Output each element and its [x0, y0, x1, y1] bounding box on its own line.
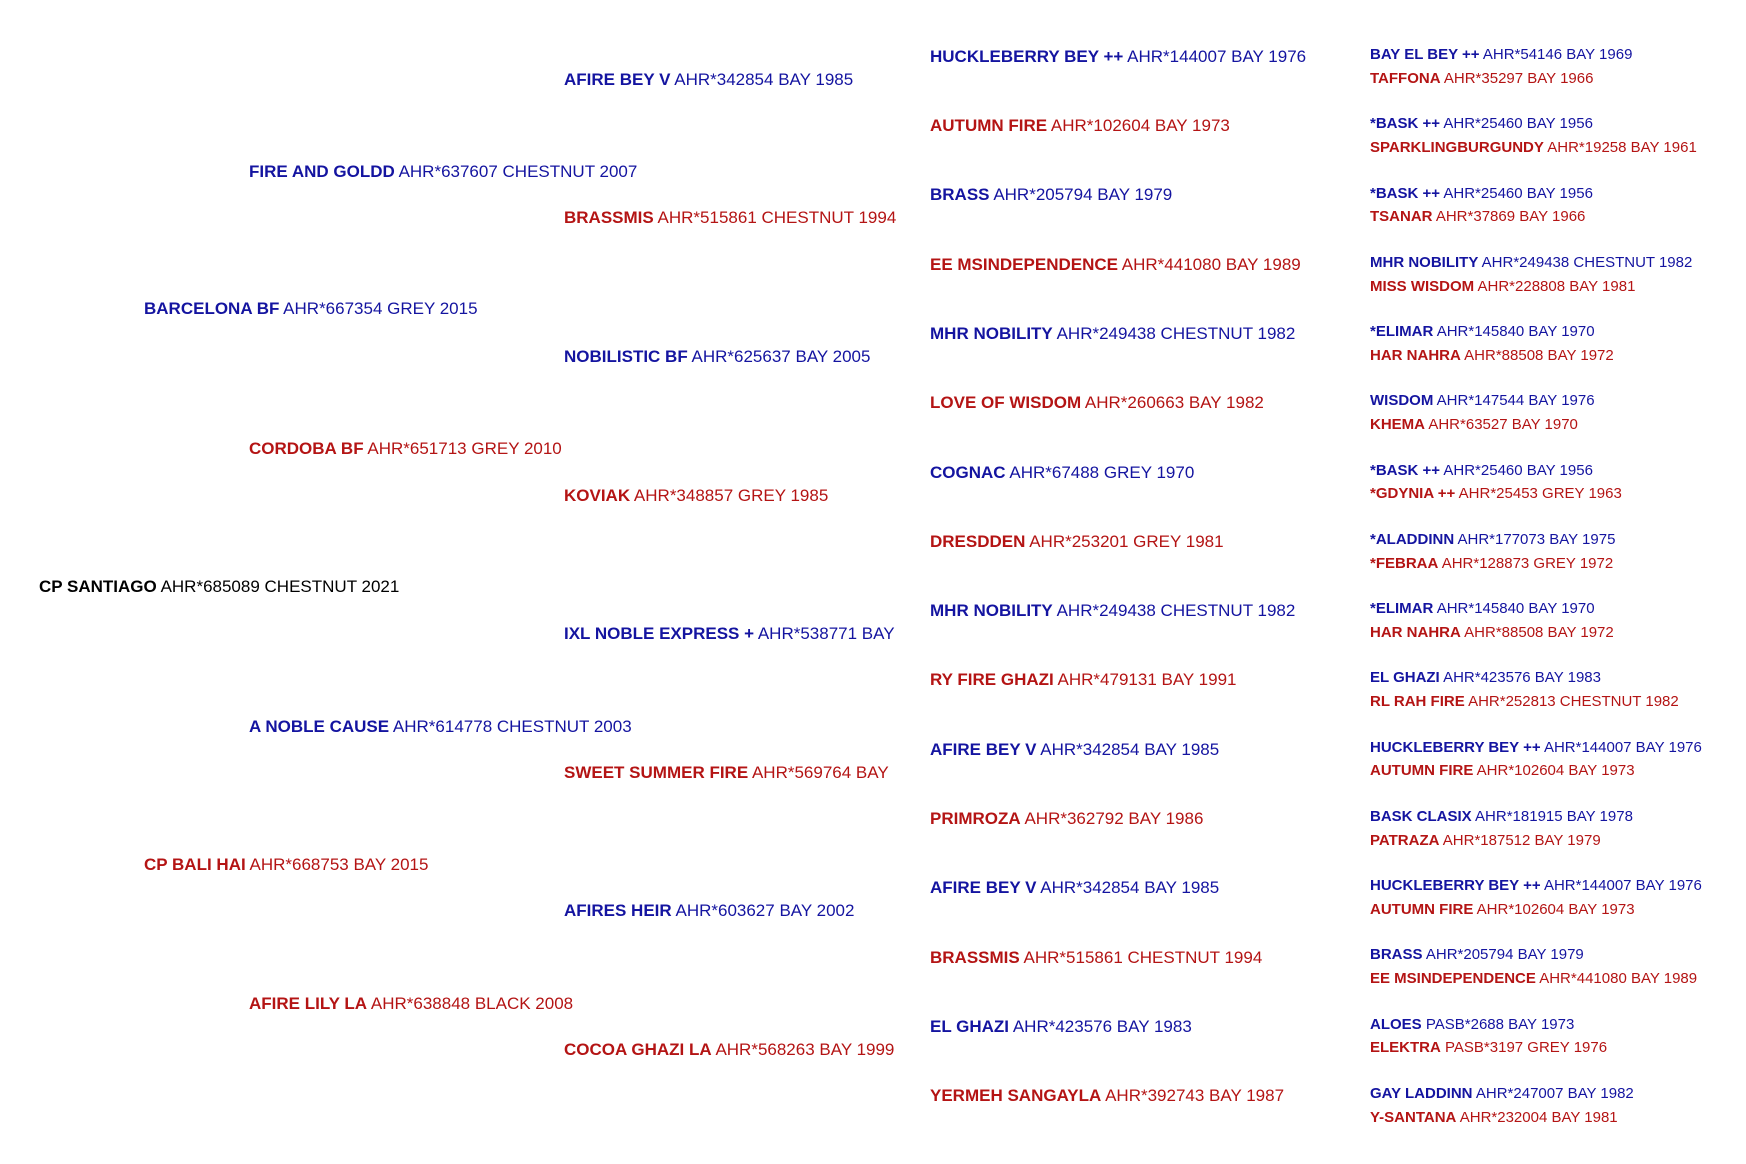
horse-name: MHR NOBILITY [930, 601, 1053, 620]
gen5-horse [1370, 393, 1595, 408]
subject-horse [39, 578, 399, 595]
horse-registration: AHR*260663 BAY 1982 [1084, 393, 1264, 412]
horse-name: HUCKLEBERRY BEY ++ [930, 47, 1124, 66]
horse-name: CP BALI HAI [144, 855, 246, 874]
horse-registration: AHR*423576 BAY 1983 [1012, 1017, 1192, 1036]
gen5-horse [1370, 740, 1702, 755]
gen5-horse [1370, 902, 1635, 917]
horse-registration: AHR*232004 BAY 1981 [1459, 1109, 1618, 1126]
horse-name: AFIRE BEY V [930, 878, 1037, 897]
horse-name: GAY LADDINN [1370, 1085, 1473, 1102]
horse-name: RY FIRE GHAZI [930, 670, 1054, 689]
horse-registration: AHR*54146 BAY 1969 [1482, 46, 1633, 63]
horse-name: HAR NAHRA [1370, 624, 1461, 641]
horse-name: *BASK ++ [1370, 115, 1441, 132]
gen5-horse [1370, 694, 1679, 709]
horse-name: SWEET SUMMER FIRE [564, 763, 749, 782]
gen5-horse [1370, 1110, 1618, 1125]
horse-name: AUTUMN FIRE [1370, 901, 1474, 918]
gen4-horse [930, 810, 1203, 827]
horse-name: IXL NOBLE EXPRESS + [564, 624, 755, 643]
horse-name: BRASSMIS [930, 948, 1020, 967]
maternal-granddam [249, 995, 573, 1012]
horse-name: ALOES [1370, 1016, 1422, 1033]
horse-registration: AHR*342854 BAY 1985 [674, 70, 854, 89]
gen3-horse [564, 348, 870, 365]
horse-registration: AHR*88508 BAY 1972 [1464, 347, 1614, 364]
horse-registration: AHR*441080 BAY 1989 [1539, 970, 1698, 987]
horse-registration: AHR*252813 CHESTNUT 1982 [1468, 693, 1679, 710]
horse-registration: AHR*187512 BAY 1979 [1442, 832, 1601, 849]
horse-registration: AHR*515861 CHESTNUT 1994 [657, 208, 897, 227]
horse-name: DRESDDEN [930, 532, 1026, 551]
gen5-horse [1370, 71, 1593, 86]
horse-name: COCOA GHAZI LA [564, 1040, 712, 1059]
horse-name: LOVE OF WISDOM [930, 393, 1082, 412]
horse-registration: AHR*144007 BAY 1976 [1543, 877, 1702, 894]
horse-name: TSANAR [1370, 208, 1433, 225]
gen5-horse [1370, 971, 1697, 986]
gen5-horse [1370, 486, 1622, 501]
horse-registration: AHR*144007 BAY 1976 [1127, 47, 1307, 66]
horse-name: *FEBRAA [1370, 555, 1439, 572]
horse-registration: AHR*181915 BAY 1978 [1475, 808, 1633, 825]
gen5-horse [1370, 763, 1635, 778]
gen4-horse [930, 1087, 1284, 1104]
horse-registration: AHR*625637 BAY 2005 [691, 347, 871, 366]
horse-name: CP SANTIAGO [39, 577, 157, 596]
horse-name: AFIRE LILY LA [249, 994, 368, 1013]
horse-registration: AHR*441080 BAY 1989 [1121, 255, 1301, 274]
gen5-horse [1370, 670, 1601, 685]
horse-registration: AHR*35297 BAY 1966 [1443, 70, 1594, 87]
gen5-horse [1370, 556, 1613, 571]
gen4-horse [930, 117, 1230, 134]
horse-registration: AHR*25460 BAY 1956 [1443, 185, 1593, 202]
horse-name: TAFFONA [1370, 70, 1441, 87]
gen4-horse [930, 394, 1264, 411]
gen5-horse [1370, 532, 1615, 547]
gen5-horse [1370, 348, 1614, 363]
horse-name: AFIRES HEIR [564, 901, 672, 920]
horse-registration: AHR*102604 BAY 1973 [1050, 116, 1230, 135]
horse-registration: AHR*102604 BAY 1973 [1476, 762, 1635, 779]
horse-registration: AHR*102604 BAY 1973 [1476, 901, 1635, 918]
gen5-horse [1370, 1040, 1607, 1055]
horse-name: *ALADDINN [1370, 531, 1455, 548]
gen5-horse [1370, 47, 1632, 62]
horse-name: BRASS [930, 185, 990, 204]
horse-registration: AHR*479131 BAY 1991 [1057, 670, 1237, 689]
horse-registration: AHR*668753 BAY 2015 [249, 855, 429, 874]
horse-name: PATRAZA [1370, 832, 1440, 849]
horse-registration: AHR*685089 CHESTNUT 2021 [160, 577, 400, 596]
gen5-horse [1370, 809, 1633, 824]
horse-name: NOBILISTIC BF [564, 347, 688, 366]
gen3-horse [564, 487, 828, 504]
gen4-horse [930, 464, 1194, 481]
horse-name: *ELIMAR [1370, 323, 1434, 340]
horse-name: *ELIMAR [1370, 600, 1434, 617]
horse-name: PRIMROZA [930, 809, 1021, 828]
horse-registration: AHR*145840 BAY 1970 [1436, 323, 1595, 340]
gen4-horse [930, 186, 1172, 203]
horse-name: BASK CLASIX [1370, 808, 1472, 825]
horse-registration: AHR*392743 BAY 1987 [1105, 1086, 1285, 1105]
horse-registration: AHR*569764 BAY [751, 763, 889, 782]
horse-name: EL GHAZI [1370, 669, 1440, 686]
horse-registration: AHR*538771 BAY [757, 624, 895, 643]
horse-registration: AHR*177073 BAY 1975 [1457, 531, 1616, 548]
horse-name: AUTUMN FIRE [930, 116, 1048, 135]
paternal-granddam [249, 440, 562, 457]
horse-registration: AHR*67488 GREY 1970 [1009, 463, 1195, 482]
gen5-horse [1370, 1017, 1574, 1032]
horse-registration: AHR*362792 BAY 1986 [1024, 809, 1204, 828]
horse-name: AFIRE BEY V [564, 70, 671, 89]
paternal-grandsire [249, 163, 637, 180]
gen5-horse [1370, 878, 1702, 893]
gen3-horse [564, 902, 854, 919]
gen5-horse [1370, 601, 1595, 616]
horse-name: KOVIAK [564, 486, 631, 505]
gen4-horse [930, 533, 1224, 550]
horse-registration: AHR*25460 BAY 1956 [1443, 462, 1593, 479]
horse-registration: AHR*667354 GREY 2015 [283, 299, 478, 318]
horse-registration: AHR*637607 CHESTNUT 2007 [398, 162, 638, 181]
maternal-grandsire [249, 718, 632, 735]
horse-registration: AHR*515861 CHESTNUT 1994 [1023, 948, 1263, 967]
horse-name: EE MSINDEPENDENCE [1370, 970, 1536, 987]
horse-registration: AHR*249438 CHESTNUT 1982 [1056, 324, 1296, 343]
horse-registration: AHR*63527 BAY 1970 [1428, 416, 1578, 433]
horse-registration: AHR*342854 BAY 1985 [1040, 740, 1220, 759]
horse-name: FIRE AND GOLDD [249, 162, 395, 181]
horse-name: HAR NAHRA [1370, 347, 1461, 364]
horse-registration: AHR*37869 BAY 1966 [1435, 208, 1586, 225]
horse-name: HUCKLEBERRY BEY ++ [1370, 877, 1541, 894]
gen5-horse [1370, 255, 1692, 270]
horse-registration: AHR*247007 BAY 1982 [1475, 1085, 1634, 1102]
horse-name: AFIRE BEY V [930, 740, 1037, 759]
horse-name: HUCKLEBERRY BEY ++ [1370, 739, 1541, 756]
gen5-horse [1370, 140, 1697, 155]
gen3-horse [564, 764, 889, 781]
gen4-horse [930, 48, 1306, 65]
horse-registration: AHR*205794 BAY 1979 [993, 185, 1173, 204]
gen5-horse [1370, 463, 1593, 478]
gen4-horse [930, 256, 1301, 273]
dam [144, 856, 428, 873]
horse-name: EE MSINDEPENDENCE [930, 255, 1118, 274]
horse-name: COGNAC [930, 463, 1006, 482]
horse-name: A NOBLE CAUSE [249, 717, 390, 736]
horse-registration: PASB*3197 GREY 1976 [1445, 1039, 1608, 1056]
gen3-horse [564, 1041, 894, 1058]
horse-name: BRASSMIS [564, 208, 654, 227]
gen3-horse [564, 625, 895, 642]
gen4-horse [930, 1018, 1192, 1035]
gen4-horse [930, 949, 1262, 966]
horse-name: RL RAH FIRE [1370, 693, 1465, 710]
gen5-horse [1370, 625, 1614, 640]
gen3-horse [564, 209, 896, 226]
horse-registration: AHR*88508 BAY 1972 [1464, 624, 1614, 641]
horse-registration: PASB*2688 BAY 1973 [1425, 1016, 1575, 1033]
horse-name: Y-SANTANA [1370, 1109, 1457, 1126]
horse-registration: AHR*348857 GREY 1985 [633, 486, 829, 505]
horse-name: *BASK ++ [1370, 462, 1441, 479]
gen5-horse [1370, 417, 1578, 432]
gen5-horse [1370, 116, 1593, 131]
horse-name: MHR NOBILITY [1370, 254, 1479, 271]
horse-registration: AHR*205794 BAY 1979 [1425, 946, 1584, 963]
gen5-horse [1370, 186, 1593, 201]
horse-name: CORDOBA BF [249, 439, 364, 458]
gen5-horse [1370, 947, 1584, 962]
horse-registration: AHR*614778 CHESTNUT 2003 [392, 717, 632, 736]
gen5-horse [1370, 833, 1601, 848]
gen5-horse [1370, 1086, 1634, 1101]
horse-registration: AHR*423576 BAY 1983 [1443, 669, 1601, 686]
gen3-horse [564, 71, 853, 88]
gen4-horse [930, 879, 1219, 896]
horse-name: MHR NOBILITY [930, 324, 1053, 343]
gen5-horse [1370, 324, 1595, 339]
horse-registration: AHR*253201 GREY 1981 [1029, 532, 1224, 551]
horse-registration: AHR*25460 BAY 1956 [1443, 115, 1593, 132]
horse-name: BARCELONA BF [144, 299, 280, 318]
horse-registration: AHR*651713 GREY 2010 [367, 439, 562, 458]
horse-name: ELEKTRA [1370, 1039, 1441, 1056]
horse-registration: AHR*147544 BAY 1976 [1436, 392, 1595, 409]
horse-registration: AHR*249438 CHESTNUT 1982 [1056, 601, 1296, 620]
horse-name: BRASS [1370, 946, 1423, 963]
horse-name: *GDYNIA ++ [1370, 485, 1456, 502]
horse-name: KHEMA [1370, 416, 1425, 433]
horse-registration: AHR*638848 BLACK 2008 [370, 994, 574, 1013]
horse-registration: AHR*128873 GREY 1972 [1441, 555, 1614, 572]
gen4-horse [930, 741, 1219, 758]
horse-registration: AHR*568263 BAY 1999 [715, 1040, 895, 1059]
gen5-horse [1370, 209, 1585, 224]
horse-name: YERMEH SANGAYLA [930, 1086, 1102, 1105]
horse-registration: AHR*249438 CHESTNUT 1982 [1481, 254, 1693, 271]
gen5-horse [1370, 279, 1635, 294]
horse-registration: AHR*228808 BAY 1981 [1477, 278, 1636, 295]
horse-registration: AHR*342854 BAY 1985 [1040, 878, 1220, 897]
horse-registration: AHR*144007 BAY 1976 [1543, 739, 1702, 756]
sire [144, 300, 478, 317]
horse-name: BAY EL BEY ++ [1370, 46, 1480, 63]
horse-registration: AHR*19258 BAY 1961 [1547, 139, 1697, 156]
horse-name: *BASK ++ [1370, 185, 1441, 202]
horse-name: SPARKLINGBURGUNDY [1370, 139, 1544, 156]
horse-name: MISS WISDOM [1370, 278, 1475, 295]
horse-registration: AHR*25453 GREY 1963 [1458, 485, 1622, 502]
horse-name: EL GHAZI [930, 1017, 1010, 1036]
gen4-horse [930, 325, 1295, 342]
gen4-horse [930, 602, 1295, 619]
horse-name: WISDOM [1370, 392, 1434, 409]
horse-registration: AHR*603627 BAY 2002 [675, 901, 855, 920]
horse-name: AUTUMN FIRE [1370, 762, 1474, 779]
gen4-horse [930, 671, 1236, 688]
horse-registration: AHR*145840 BAY 1970 [1436, 600, 1595, 617]
